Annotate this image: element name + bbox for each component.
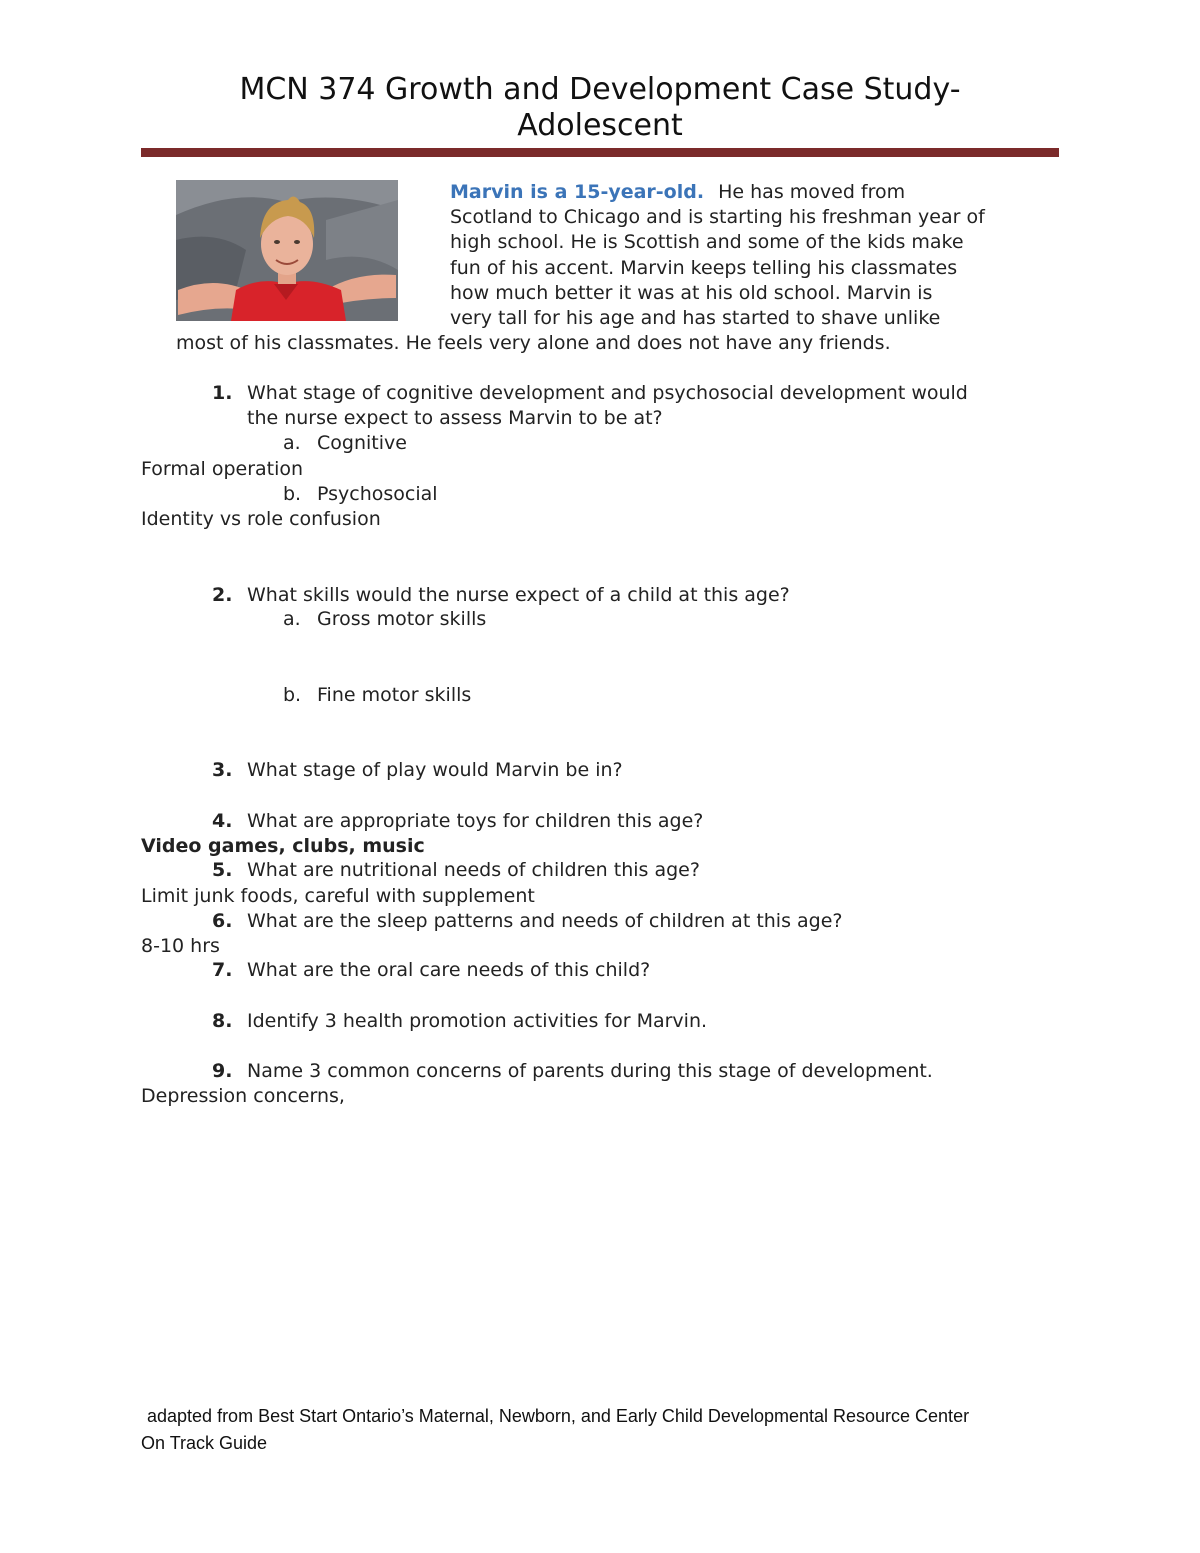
subitem-2a-text: Gross motor skills bbox=[317, 608, 487, 630]
question-2-text: What skills would the nurse expect of a child at this age? bbox=[247, 584, 790, 606]
answer-9: Depression concerns, bbox=[141, 1085, 345, 1107]
intro-line-6: very tall for his age and has started to shave unlike bbox=[450, 307, 941, 329]
question-8-text: Identify 3 health promotion activities for Marvin. bbox=[247, 1010, 708, 1032]
question-6-number: 6. bbox=[212, 910, 233, 932]
subitem-2b-marker: b. bbox=[283, 684, 302, 706]
question-4-number: 4. bbox=[212, 810, 233, 832]
intro-line-3: high school. He is Scottish and some of the kids make bbox=[450, 231, 964, 253]
page-title-line2: Adolescent bbox=[517, 108, 683, 143]
page-title-line1: MCN 374 Growth and Development Case Study- bbox=[239, 72, 961, 107]
subitem-2a-marker: a. bbox=[283, 608, 301, 630]
intro-line-5: how much better it was at his old school. Marvin is bbox=[450, 282, 933, 304]
subitem-1b-marker: b. bbox=[283, 483, 302, 505]
intro-line-7: most of his classmates. He feels very alone and does not have any friends. bbox=[176, 332, 891, 354]
footer-source-line-1: adapted from Best Start Ontario’s Maternal, Newborn, and Early Child Developmental Resource Center bbox=[147, 1406, 970, 1426]
answer-4: Video games, clubs, music bbox=[141, 835, 425, 857]
question-4-text: What are appropriate toys for children this age? bbox=[247, 810, 704, 832]
question-1-text-cont: the nurse expect to assess Marvin to be at? bbox=[247, 407, 663, 429]
subitem-1b-text: Psychosocial bbox=[317, 483, 438, 505]
intro-line-2: Scotland to Chicago and is starting his freshman year of bbox=[450, 206, 985, 228]
question-7-number: 7. bbox=[212, 959, 233, 981]
subitem-1a-text: Cognitive bbox=[317, 432, 407, 454]
question-9-number: 9. bbox=[212, 1060, 233, 1082]
student-photo bbox=[176, 180, 398, 321]
answer-1b: Identity vs role confusion bbox=[141, 508, 381, 530]
question-1-number: 1. bbox=[212, 382, 233, 404]
question-5-number: 5. bbox=[212, 859, 233, 881]
footer-source-line-2: On Track Guide bbox=[141, 1433, 268, 1453]
subitem-1a-marker: a. bbox=[283, 432, 301, 454]
question-2-number: 2. bbox=[212, 584, 233, 606]
question-1-text: What stage of cognitive development and psychosocial development would bbox=[247, 382, 968, 404]
intro-line-4: fun of his accent. Marvin keeps telling his classmates bbox=[450, 257, 958, 279]
question-6-text: What are the sleep patterns and needs of children at this age? bbox=[247, 910, 843, 932]
answer-5: Limit junk foods, careful with supplement bbox=[141, 885, 535, 907]
question-3-text: What stage of play would Marvin be in? bbox=[247, 759, 623, 781]
question-8-number: 8. bbox=[212, 1010, 233, 1032]
intro-lead: Marvin is a 15-year-old. bbox=[450, 181, 705, 203]
subitem-2b-text: Fine motor skills bbox=[317, 684, 472, 706]
intro-line-1-rest: He has moved from bbox=[718, 181, 906, 203]
answer-6: 8-10 hrs bbox=[141, 935, 220, 957]
title-divider bbox=[141, 148, 1059, 157]
question-3-number: 3. bbox=[212, 759, 233, 781]
question-7-text: What are the oral care needs of this child? bbox=[247, 959, 651, 981]
question-9-text: Name 3 common concerns of parents during this stage of development. bbox=[247, 1060, 933, 1082]
question-5-text: What are nutritional needs of children this age? bbox=[247, 859, 700, 881]
answer-1a: Formal operation bbox=[141, 458, 304, 480]
intro-line-1 bbox=[450, 180, 905, 205]
